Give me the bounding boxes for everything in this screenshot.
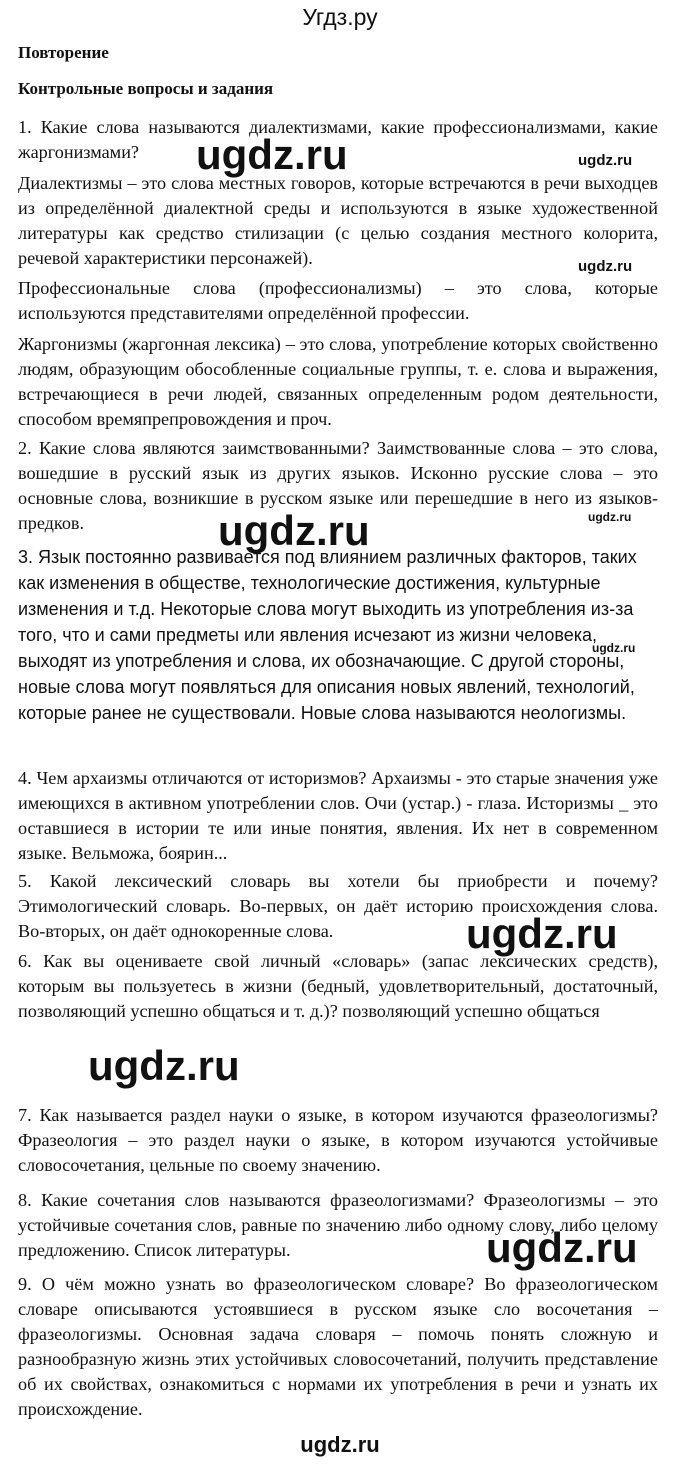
site-footer: ugdz.ru [300, 1432, 380, 1457]
watermark-small: ugdz.ru [592, 641, 636, 655]
paragraph-q9: 9. О чём можно узнать во фразеологическом словаре? Во фразеологическом словаре описываются устоявшиеся в русском языке сло восочетания – фразеологизмы. Основная задача словаря – помочь понять сложную и разнообразную жизнь этих устойчивых словосочетаний, получить представление об их свойствах, ознакомиться с нормами их употребления в речи и узнать их происхождение. [18, 1274, 658, 1419]
watermark-small: ugdz.ru [578, 258, 633, 275]
section-title: Повторение [18, 43, 109, 62]
paragraph-q8: 8. Какие сочетания слов называются фразеологизмами? Фразеологизмы – это устойчивые сочетания слов, равные по значению либо одному слову, либо целому предложению. Список литературы. [18, 1190, 658, 1260]
paragraph-q6: 6. Как вы оцениваете свой личный «словарь» (запас лексических средств), которым вы пользуетесь в жизни (бедный, удовлетворительный, достаточный, позволяющий успешно общаться и т. д.)? позволяющий успешно общаться [18, 951, 658, 1021]
watermark-small: ugdz.ru [588, 510, 632, 524]
watermark-big: ugdz.ru [466, 910, 618, 957]
paragraph-q3: 3. Язык постоянно развивается под влиянием различных факторов, таких как изменения в обществе, технологические достижения, культурные изменения и т.д. Некоторые слова могут выходить из употребления из-за того, что и сами предметы или явления исчезают из жизни человека, выходят из употребления и слова, их обозначающие. С другой стороны, новые слова могут появляться для описания новых явлений, технологий, которые ранее не существовали. Новые слова называются неологизмы. [18, 547, 637, 723]
paragraph-jargonisms: Жаргонизмы (жаргонная лексика) – это слова, употребление которых свойственно людям, образующим обособленные социальные группы, т. е. слова и выражения, встречающиеся в речи людей, связанных определенным родом деятельности, способом времяпрепровождения и проч. [18, 334, 658, 429]
subsection-title: Контрольные вопросы и задания [18, 79, 274, 98]
watermark-big: ugdz.ru [486, 1224, 638, 1271]
site-header: Угдз.ру [302, 4, 378, 30]
paragraph-q1: 1. Какие слова называются диалектизмами, какие профессионализмами, какие жаргонизмами? [18, 117, 658, 162]
paragraph-q5: 5. Какой лексический словарь вы хотели бы приобрести и почему? Этимологический словарь. Во-первых, он даёт историю происхождения слова. Во-вторых, он даёт однокоренные слова. [18, 871, 658, 941]
paragraph-q4: 4. Чем архаизмы отличаются от историзмов? Архаизмы - это старые значения уже имеющихся в активном употреблении слов. Очи (устар.) - глаза. Историзмы _ это оставшиеся в истории те или иные понятия, явления. Их нет в современном языке. Вельможа, боярин... [18, 768, 658, 863]
paragraph-q2: 2. Какие слова являются заимствованными? Заимствованные слова – это слова, вошедшие в русский язык из других языков. Исконно русские слова – это основные слова, возникшие в русском языке или перешедшие в него из языков-предков. [18, 438, 658, 533]
watermark-big: ugdz.ru [218, 507, 370, 554]
paragraph-q7: 7. Как называется раздел науки о языке, в котором изучаются фразеологизмы? Фразеология – это раздел науки о языке, в котором изучаются устойчивые словосочетания, цельные по своему значению. [18, 1105, 658, 1175]
watermark-big: ugdz.ru [88, 1042, 240, 1089]
watermark-small: ugdz.ru [578, 152, 633, 169]
watermark-big: ugdz.ru [196, 131, 348, 178]
paragraph-professionalisms: Профессиональные слова (профессионализмы) – это слова, которые используются представителями определённой профессии. [18, 278, 658, 323]
paragraph-dialectisms: Диалектизмы – это слова местных говоров, которые встречаются в речи выходцев из определённой диалектной среды и используются в языке художественной литературы как средство стилизации (с целью создания местного колорита, речевой характеристики персонажей). [18, 173, 658, 268]
